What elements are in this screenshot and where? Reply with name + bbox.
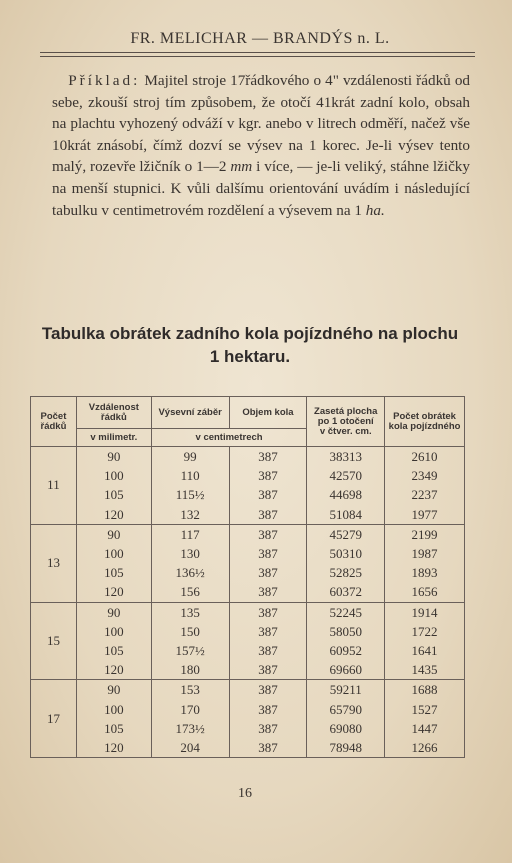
table-cell: 44698 — [307, 485, 385, 504]
table-cell: 38313 — [307, 447, 385, 467]
table-cell: 120 — [76, 582, 151, 602]
header-unit-cm: v centimetrech — [151, 429, 307, 447]
table-cell: 2237 — [385, 485, 465, 504]
table-cell: 105 — [76, 641, 151, 660]
table-cell: 387 — [229, 738, 307, 758]
table-cell: 1893 — [385, 563, 465, 582]
table-title: Tabulka obrátek zadního kola pojízdného na plochu 1 hektaru. — [41, 324, 459, 366]
row-count-cell: 13 — [31, 524, 77, 602]
table-cell: 78948 — [307, 738, 385, 758]
table-cell: 51084 — [307, 505, 385, 525]
table-cell: 1641 — [385, 641, 465, 660]
table-row — [31, 602, 465, 622]
table-cell: 1977 — [385, 505, 465, 525]
table-cell: 387 — [229, 660, 307, 680]
table-cell: 110 — [151, 466, 229, 485]
table-cell: 1722 — [385, 622, 465, 641]
table-cell: 157½ — [151, 641, 229, 660]
header-wheel: Objem kola — [229, 397, 307, 429]
table-cell: 100 — [76, 700, 151, 719]
table-cell: 52825 — [307, 563, 385, 582]
table-cell: 180 — [151, 660, 229, 680]
table-cell: 387 — [229, 582, 307, 602]
table-cell: 2199 — [385, 524, 465, 544]
table-cell: 90 — [76, 447, 151, 467]
table-cell: 60952 — [307, 641, 385, 660]
header-rows: Počet řádků — [31, 397, 77, 447]
table-cell: 120 — [76, 738, 151, 758]
table-row — [31, 719, 465, 738]
header-rule-thin — [40, 56, 475, 57]
table-cell: 58050 — [307, 622, 385, 641]
table-cell: 1527 — [385, 700, 465, 719]
table-row — [31, 524, 465, 544]
table-cell: 1435 — [385, 660, 465, 680]
table-cell: 1266 — [385, 738, 465, 758]
table-cell: 150 — [151, 622, 229, 641]
table-cell: 1656 — [385, 582, 465, 602]
header-turns: Počet obrátek kola pojízdného — [385, 397, 465, 447]
table-cell: 42570 — [307, 466, 385, 485]
table-row — [31, 505, 465, 525]
table-cell: 90 — [76, 524, 151, 544]
table-cell: 170 — [151, 700, 229, 719]
header-distance: Vzdálenost řádků — [76, 397, 151, 429]
table-cell: 387 — [229, 641, 307, 660]
table-cell: 173½ — [151, 719, 229, 738]
table-cell: 204 — [151, 738, 229, 758]
table-row — [31, 660, 465, 680]
header-rule — [40, 52, 475, 53]
table-row — [31, 622, 465, 641]
table-body — [31, 447, 465, 758]
table-cell: 105 — [76, 563, 151, 582]
table-cell: 387 — [229, 485, 307, 504]
table-cell: 387 — [229, 505, 307, 525]
running-header: FR. MELICHAR — BRANDÝS n. L. — [130, 30, 390, 47]
table-row — [31, 738, 465, 758]
header-width: Výsevní záběr — [151, 397, 229, 429]
table-cell: 59211 — [307, 680, 385, 700]
table-cell: 153 — [151, 680, 229, 700]
table-cell: 60372 — [307, 582, 385, 602]
table-cell: 387 — [229, 622, 307, 641]
page-number: 16 — [238, 786, 252, 801]
header-unit-mm: v milimetr. — [76, 429, 151, 447]
row-count-cell: 11 — [31, 447, 77, 525]
table-cell: 387 — [229, 466, 307, 485]
table-cell: 105 — [76, 485, 151, 504]
example-paragraph — [52, 70, 470, 221]
example-lead: Příklad: — [68, 72, 141, 89]
table-cell: 2610 — [385, 447, 465, 467]
table-row — [31, 466, 465, 485]
example-text-2: i více, — je-li veliký, stáhne lžičky na menší stupnici. K vůli dalšímu orientování uvádím i následující tabulku v centimetrovém rozdělení a výsevem na 1 — [52, 158, 470, 219]
header-area — [307, 397, 385, 447]
table-cell: 2349 — [385, 466, 465, 485]
table-row — [31, 582, 465, 602]
table-cell: 115½ — [151, 485, 229, 504]
unit-ha: ha. — [365, 201, 385, 219]
table-cell: 387 — [229, 544, 307, 563]
table-cell: 1688 — [385, 680, 465, 700]
table-cell: 387 — [229, 563, 307, 582]
row-count-cell: 17 — [31, 680, 77, 758]
table-cell: 105 — [76, 719, 151, 738]
table-cell: 100 — [76, 622, 151, 641]
table-cell: 387 — [229, 602, 307, 622]
table-cell: 132 — [151, 505, 229, 525]
table-row — [31, 485, 465, 504]
example-text: Majitel stroje 17řádkového o 4" vzdálenosti řádků od sebe, zkouší stroj tím způsobem, že otočí 41krát zadní kolo, obsah na plachtu vyhozený odváží v kgr. anebo v litrech odměří, načež vše 10krát znásobí, čímž dozví se výsev na 1 korec. Je-li výsev tento malý, rozevře lžičník o 1—2 — [52, 72, 471, 176]
table-cell: 117 — [151, 524, 229, 544]
table-cell: 100 — [76, 544, 151, 563]
table-row — [31, 680, 465, 700]
table-cell: 135 — [151, 602, 229, 622]
table-cell: 90 — [76, 602, 151, 622]
table-cell: 387 — [229, 719, 307, 738]
table-cell: 65790 — [307, 700, 385, 719]
table-row — [31, 700, 465, 719]
table-cell: 120 — [76, 660, 151, 680]
header-area-label: Zasetá plocha po 1 otočení — [314, 405, 378, 427]
table-cell: 52245 — [307, 602, 385, 622]
table-cell: 387 — [229, 524, 307, 544]
table-cell: 69080 — [307, 719, 385, 738]
table-row — [31, 544, 465, 563]
table-cell: 1447 — [385, 719, 465, 738]
table-row — [31, 447, 465, 467]
table-cell: 156 — [151, 582, 229, 602]
table-cell: 69660 — [307, 660, 385, 680]
table-cell: 120 — [76, 505, 151, 525]
table-cell: 130 — [151, 544, 229, 563]
table-row — [31, 563, 465, 582]
unit-mm: mm — [230, 158, 253, 176]
table-cell: 387 — [229, 680, 307, 700]
table-cell: 50310 — [307, 544, 385, 563]
row-count-cell: 15 — [31, 602, 77, 680]
table-cell: 387 — [229, 447, 307, 467]
table-cell: 90 — [76, 680, 151, 700]
header-area-unit: v čtver. cm. — [319, 425, 372, 437]
table-row — [31, 641, 465, 660]
revolutions-table — [30, 396, 465, 758]
table-cell: 387 — [229, 700, 307, 719]
table-cell: 45279 — [307, 524, 385, 544]
table-cell: 99 — [151, 447, 229, 467]
table-cell: 136½ — [151, 563, 229, 582]
table-cell: 1914 — [385, 602, 465, 622]
table-cell: 1987 — [385, 544, 465, 563]
table-cell: 100 — [76, 466, 151, 485]
